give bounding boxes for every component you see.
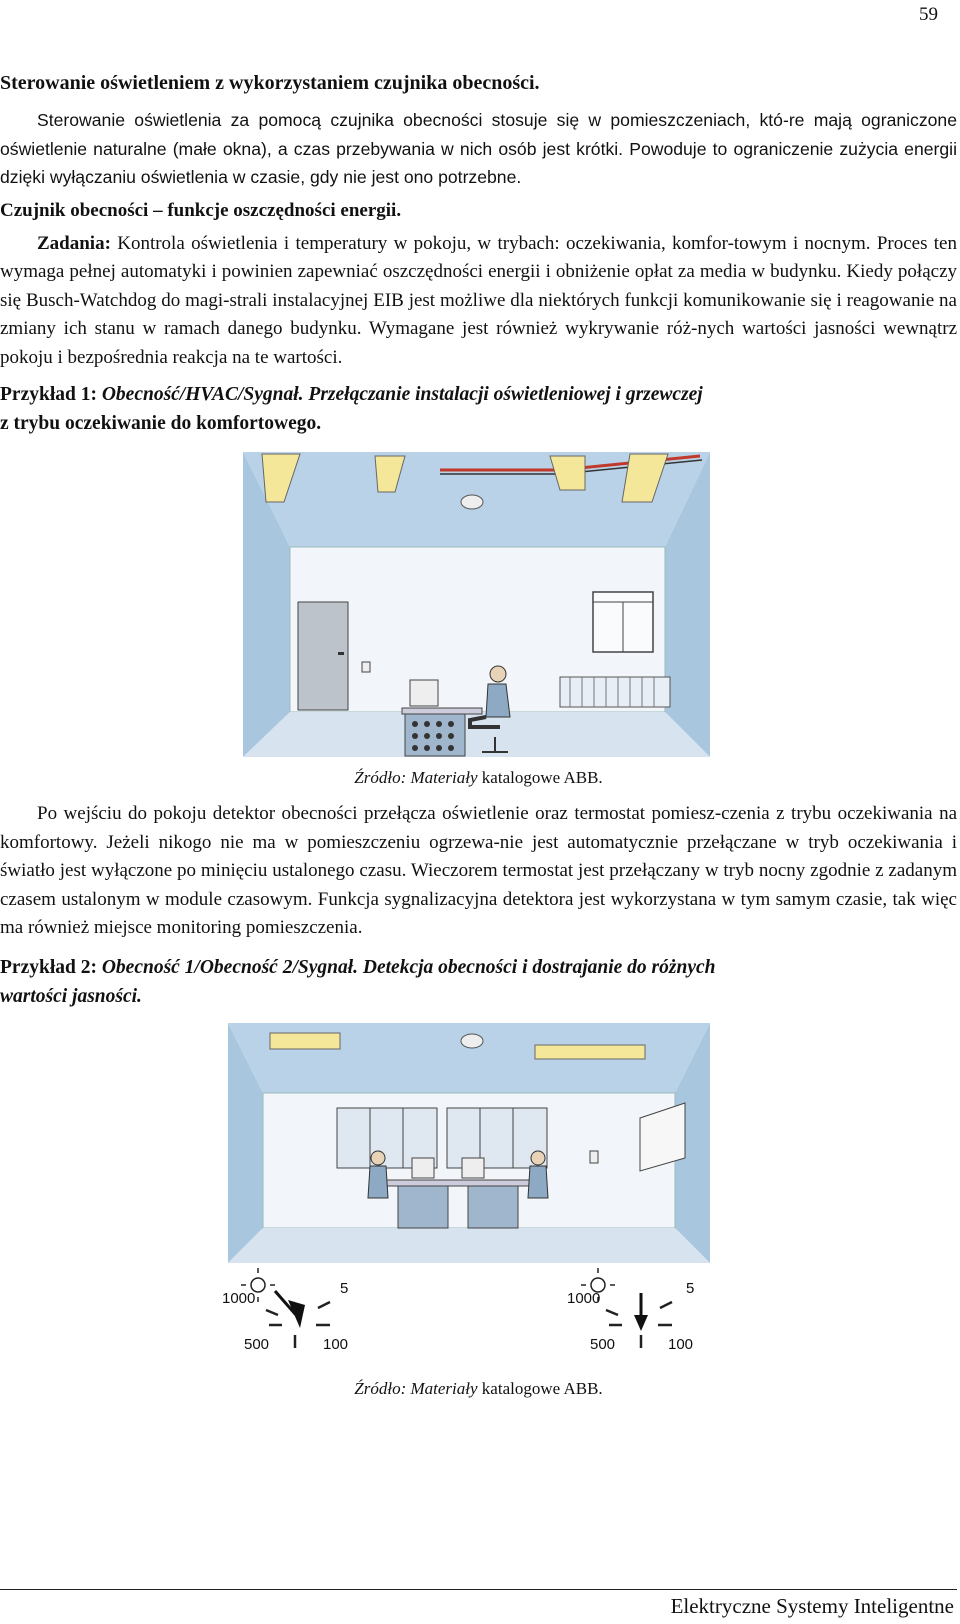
figure-2-caption: Źródło: Materiały katalogowe ABB.	[354, 1378, 603, 1398]
page-number: 59	[919, 4, 938, 25]
example-2-name: Obecność 1/Obecność 2/Sygnał. Detekcja obecności i dostrajanie do różnych	[101, 956, 716, 978]
example-1-desc-2: z trybu oczekiwanie do komfortowego.	[0, 413, 322, 434]
example-2-heading	[0, 953, 957, 1011]
footer-divider	[0, 1589, 957, 1590]
dial-left-1000: 1000	[222, 1289, 256, 1307]
dial-left-5: 5	[340, 1279, 349, 1297]
page-content	[0, 70, 957, 1399]
example-2-name-2: wartości jasności.	[0, 985, 142, 1007]
dial-right-1000: 1000	[567, 1289, 601, 1307]
figure-1-caption: Źródło: Materiały katalogowe ABB.	[354, 768, 603, 787]
example-2-label: Przykład 2:	[0, 956, 102, 978]
example-1-name: Obecność/HVAC/Sygnał.	[101, 384, 304, 405]
tasks-text: Kontrola oświetlenia i temperatury w pokoju, w trybach: oczekiwania, komfor-towym i nocnym. Proces ten wymaga pełnej automatyki i powinien zapewniać oszczędności energii i obniżenie opłat za media w budynku. Kiedy połączy się Busch-Watchdog do magi-strali instalacyjnej EIB jest możliwe dla niektórych funkcji komunikowanie się i reagowanie na zmiany ich stanu w ramach danego budynku. Wymagane jest również wykrywanie róż-nych wartości jasności wewnątrz pokoju i bezpośrednia reakcja na te wartości.	[0, 232, 957, 368]
figure-room-1	[0, 452, 957, 762]
paragraph-tasks	[0, 230, 957, 373]
paragraph-description: Po wejściu do pokoju detektor obecności przełącza oświetlenie oraz termostat pomiesz-czenia z trybu oczekiwania na komfortowy. Jeżeli nikogo nie ma w pomieszczeniu ogrzewa-nie jest automatycznie przełączane w tryb oczekiwania i światło jest wyłączone po minięciu ustalonego czasu. Wieczorem termostat jest przełączany w tryb nocny zgodnie z zadanym czasem ustalonym w module czasowym. Funkcja sygnalizacyjna detektora jest wykorzystana w tym samym czasie, tak więc ma również miejsce monitoring pomieszczenia.	[0, 803, 957, 938]
figure-room-2	[0, 1023, 957, 1373]
tasks-label: Zadania:	[37, 232, 111, 254]
subheading: Czujnik obecności – funkcje oszczędności energii.	[0, 199, 402, 221]
example-1-desc: Przełączanie instalacji oświetleniowej i grzewczej	[303, 384, 703, 405]
page-title: Sterowanie oświetleniem z wykorzystaniem czujnika obecności.	[0, 72, 540, 94]
dial-right-100: 100	[668, 1335, 694, 1353]
dial-right-500: 500	[590, 1335, 616, 1353]
footer-title: Elektryczne Systemy Inteligentne	[670, 1594, 954, 1618]
example-1-label: Przykład 1:	[0, 384, 102, 405]
dial-right-5: 5	[686, 1279, 695, 1297]
example-1-heading	[0, 380, 957, 438]
room-illustration-1	[0, 452, 957, 762]
room-illustration-2	[0, 1023, 957, 1373]
dial-left-500: 500	[244, 1335, 270, 1353]
paragraph-intro: Sterowanie oświetlenia za pomocą czujnika obecności stosuje się w pomieszczeniach, któ-re mają ograniczone oświetlenie naturalne (małe okna), a czas przebywania w nich osób jest krótki. Powoduje to ograniczenie zużycia energii dzięki wyłączaniu oświetlenia w czasie, gdy nie jest ono potrzebne.	[0, 110, 957, 187]
dial-left-100: 100	[323, 1335, 349, 1353]
